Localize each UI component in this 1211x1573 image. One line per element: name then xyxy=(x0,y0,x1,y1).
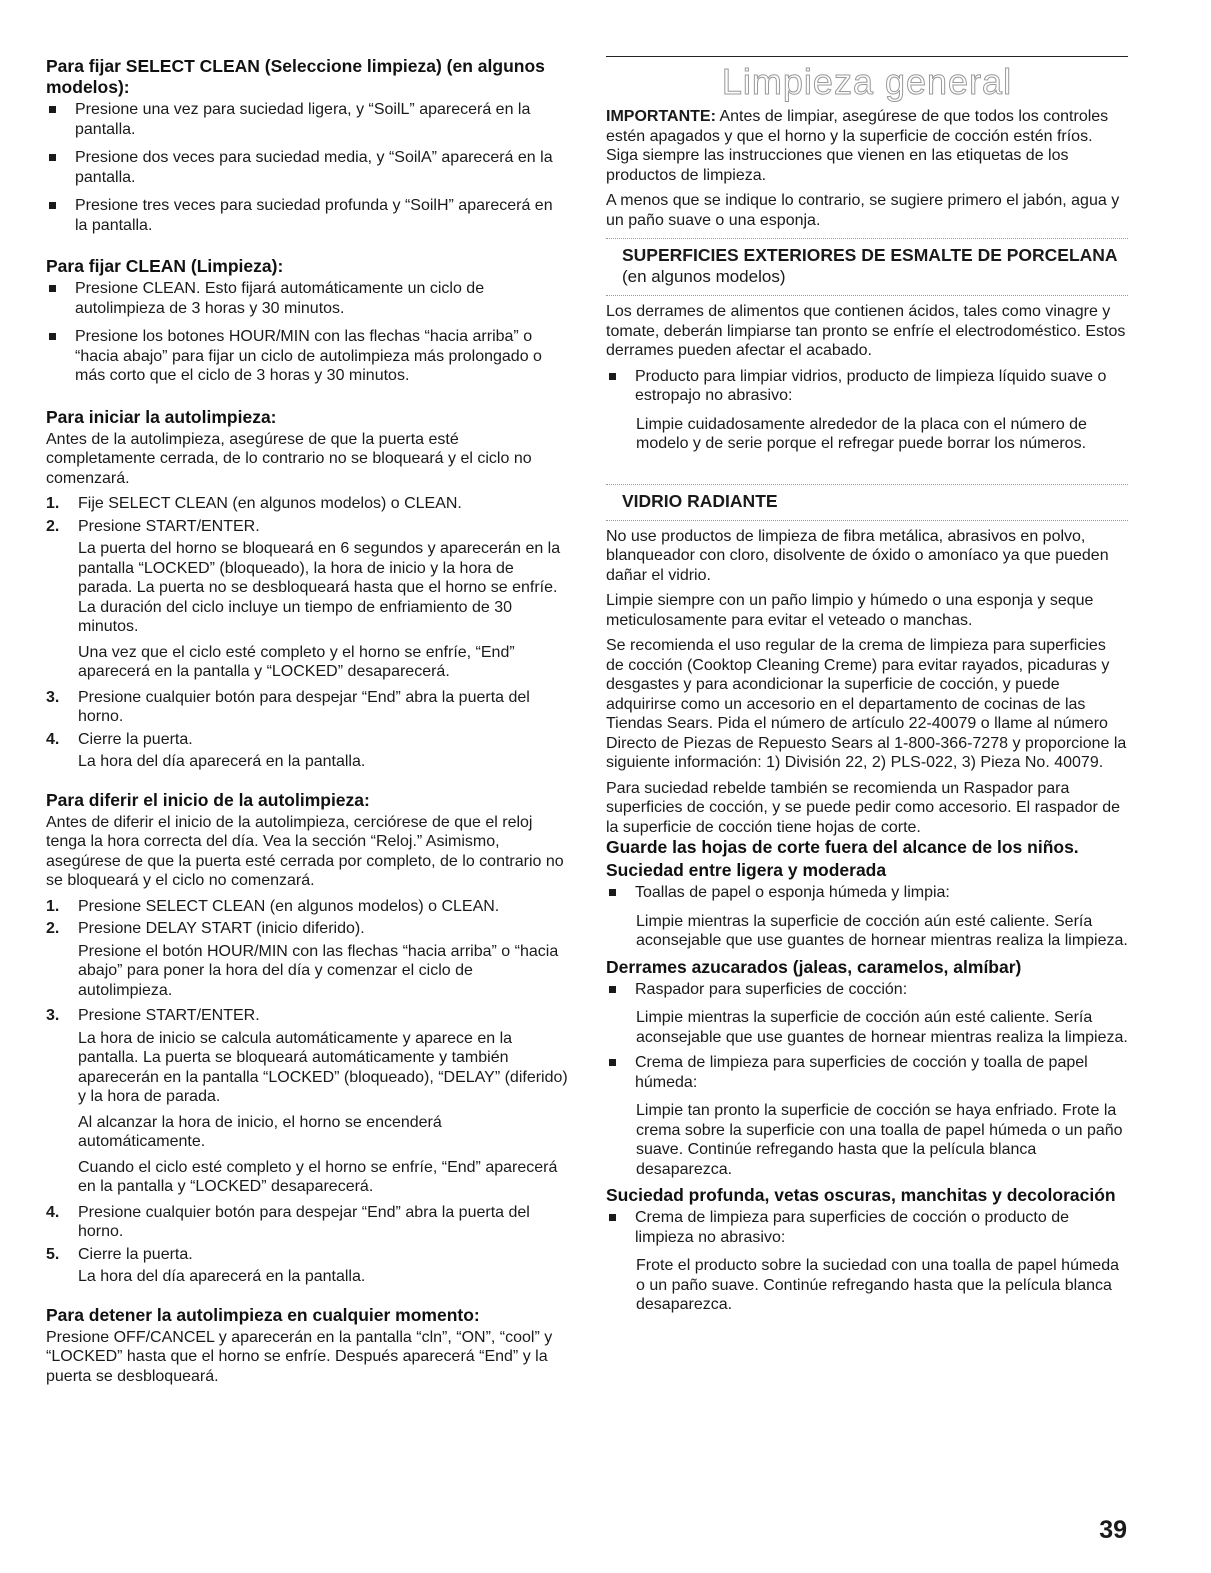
bullet-item: Presione los botones HOUR/MIN con las flechas “hacia arriba” o “hacia abajo” para fijar un ciclo de autolimpieza más prolongado o más corto que el ciclo de 3 horas y 30 minutos. xyxy=(46,327,568,386)
bullet-icon xyxy=(609,986,616,993)
paragraph: A menos que se indique lo contrario, se sugiere primero el jabón, agua y un paño suave o una esponja. xyxy=(606,192,1120,229)
paragraph: Cuando el ciclo esté completo y el horno se enfríe, “End” aparecerá en la pantalla y “LOCKED” desaparecerá. xyxy=(78,1158,558,1195)
heading-start-self-clean: Para iniciar la autolimpieza: xyxy=(46,406,277,427)
bullet-icon xyxy=(49,285,56,292)
divider xyxy=(606,56,1128,57)
section-title-porcelain: SUPERFICIES EXTERIORES DE ESMALTE DE PORCELANA xyxy=(622,245,1118,265)
subheading-sugary-spills: Derrames azucarados (jaleas, caramelos, almíbar) xyxy=(606,956,1022,977)
page-title: Limpieza general xyxy=(721,61,1013,102)
paragraph: Antes de diferir el inicio de la autolimpieza, cerciórese de que el reloj tenga la hora correcta del día. Vea la sección “Reloj.” Asimismo, asegúrese de que la puerta esté cerrada por completo, de lo contrario no se bloqueará y el ciclo no comenzará. xyxy=(46,813,564,889)
bullet-item: Crema de limpieza para superficies de cocción o producto de limpieza no abrasivo: xyxy=(606,1208,1128,1247)
bullet-item: Presione una vez para suciedad ligera, y “SoilL” aparecerá en la pantalla. xyxy=(46,100,568,139)
bullet-icon xyxy=(609,373,616,380)
subheading-heavy-soil: Suciedad profunda, vetas oscuras, manchitas y decoloración xyxy=(606,1185,1116,1205)
paragraph: Frote el producto sobre la suciedad con una toalla de papel húmeda o un paño suave. Continúe refregando hasta que la película blanca desaparezca. xyxy=(636,1257,1119,1313)
right-column xyxy=(606,56,1128,1321)
bullet-item: Presione dos veces para suciedad media, y “SoilA” aparecerá en la pantalla. xyxy=(46,148,568,187)
paragraph: La puerta del horno se bloqueará en 6 segundos y aparecerán en la pantalla “LOCKED” (bloqueado), la hora de inicio y la hora de parada. La puerta no se desbloqueará hasta que el horno se enfríe. La duración del ciclo incluye un tiempo de enfriamiento de 30 minutos. xyxy=(78,540,561,635)
bullet-icon xyxy=(49,106,56,113)
divider xyxy=(606,238,1128,239)
bullet-icon xyxy=(49,333,56,340)
numbered-step: 2. Presione DELAY START (inicio diferido). xyxy=(46,920,365,937)
paragraph: Limpie mientras la superficie de cocción aún esté caliente. Sería aconsejable que use guantes de hornear mientras realiza la limpieza. xyxy=(636,912,1128,949)
divider xyxy=(606,520,1128,521)
bullet-item: Producto para limpiar vidrios, producto de limpieza líquido suave o estropajo no abrasivo: xyxy=(606,367,1128,406)
bullet-item: Toallas de papel o esponja húmeda y limpia: xyxy=(606,883,1128,903)
numbered-step: 4. Presione cualquier botón para despejar “End” abra la puerta del horno. xyxy=(46,1203,530,1240)
paragraph: Presione OFF/CANCEL y aparecerán en la pantalla “cln”, “ON”, “cool” y “LOCKED” hasta que el horno se enfríe. Después aparecerá “End” y la puerta se desbloqueará. xyxy=(46,1328,553,1385)
paragraph: Limpie mientras la superficie de cocción aún esté caliente. Sería aconsejable que use guantes de hornear mientras realiza la limpieza. xyxy=(636,1009,1128,1046)
section-note: (en algunos modelos) xyxy=(622,267,786,286)
bullet-icon xyxy=(49,154,56,161)
numbered-step: 3. Presione START/ENTER. xyxy=(46,1007,260,1024)
bullet-icon xyxy=(609,1214,616,1221)
numbered-step: 5. Cierre la puerta. xyxy=(46,1245,193,1263)
numbered-step: 1. Presione SELECT CLEAN (en algunos modelos) o CLEAN. xyxy=(46,897,500,915)
page-number: 39 xyxy=(1099,1516,1127,1544)
divider xyxy=(606,484,1128,485)
paragraph: La hora de inicio se calcula automáticamente y aparece en la pantalla. La puerta se bloqueará automáticamente y también aparecerán en la pantalla “LOCKED” (bloqueado), “DELAY” (diferido) y la hora de parada. xyxy=(78,1029,568,1105)
bullet-item: Presione tres veces para suciedad profunda y “SoilH” aparecerá en la pantalla. xyxy=(46,196,568,235)
bullet-item: Crema de limpieza para superficies de cocción y toalla de papel húmeda: xyxy=(606,1053,1128,1092)
numbered-step: 1. Fije SELECT CLEAN (en algunos modelos) o CLEAN. xyxy=(46,495,462,512)
divider xyxy=(606,295,1128,296)
heading-stop-self-clean: Para detener la autolimpieza en cualquier momento: xyxy=(46,1304,480,1325)
heading-clean: Para fijar CLEAN (Limpieza): xyxy=(46,256,284,276)
section-title-radiant-glass: VIDRIO RADIANTE xyxy=(622,490,778,511)
paragraph: Para suciedad rebelde también se recomienda un Raspador para superficies de cocción, y se puede pedir como accesorio. El raspador de la superficie de cocción tiene hojas de corte. xyxy=(606,779,1121,836)
numbered-step: 3. Presione cualquier botón para despejar “End” abra la puerta del horno. xyxy=(46,688,530,725)
heading-delay-start: Para diferir el inicio de la autolimpieza: xyxy=(46,789,370,810)
paragraph: Los derrames de alimentos que contienen ácidos, tales como vinagre y tomate, deberán limpiarse tan pronto se enfríe el electrodoméstico. Estos derrames pueden afectar el acabado. xyxy=(606,303,1126,359)
paragraph: Una vez que el ciclo esté completo y el horno se enfríe, “End” aparecerá en la pantalla y “LOCKED” desaparecerá. xyxy=(78,643,515,680)
subheading-light-soil: Suciedad entre ligera y moderada xyxy=(606,860,887,880)
paragraph: Al alcanzar la hora de inicio, el horno se encenderá automáticamente. xyxy=(78,1113,442,1150)
paragraph: Limpie siempre con un paño limpio y húmedo o una esponja y seque meticulosamente para evitar el veteado o manchas. xyxy=(606,592,1094,629)
warning-text: Guarde las hojas de corte fuera del alcance de los niños. xyxy=(606,837,1079,857)
numbered-step: 4. Cierre la puerta. xyxy=(46,730,193,748)
important-note: IMPORTANTE: Antes de limpiar, asegúrese de que todos los controles estén apagados y que el horno y la superficie de cocción estén fríos. Siga siempre las instrucciones que vienen en las etiquetas de los productos de limpieza. xyxy=(606,108,1109,184)
left-column xyxy=(46,56,568,1392)
paragraph: La hora del día aparecerá en la pantalla. xyxy=(78,753,366,770)
paragraph: Se recomienda el uso regular de la crema de limpieza para superficies de cocción (Cooktop Cleaning Creme) para evitar rayados, picaduras y desgastes y para acondicionar la superficie de cocción, y puede adquirirse como un accesorio en el departamento de cocinas de las Tiendas Sears. Pida el número de artículo 22-40079 o llame al número Directo de Piezas de Repuesto Sears al 1-800-366-7278 y proporcione la siguiente información: 1) División 22, 2) PLS-022, 3) Pieza No. 40079. xyxy=(606,637,1127,771)
bullet-item: Presione CLEAN. Esto fijará automáticamente un ciclo de autolimpieza de 3 horas y 30 minutos. xyxy=(46,279,568,318)
heading-select-clean: Para fijar SELECT CLEAN (Seleccione limpieza) (en algunos modelos): xyxy=(46,56,545,97)
paragraph: Limpie cuidadosamente alrededor de la placa con el número de modelo y de serie porque el refregar puede borrar los números. xyxy=(636,415,1087,452)
numbered-step: 2. Presione START/ENTER. xyxy=(46,517,260,535)
paragraph: No use productos de limpieza de fibra metálica, abrasivos en polvo, blanqueador con cloro, disolvente de óxido o amoníaco ya que pueden dañar el vidrio. xyxy=(606,527,1109,584)
paragraph: Antes de la autolimpieza, asegúrese de que la puerta esté completamente cerrada, de lo contrario no se bloqueará y el ciclo no comenzará. xyxy=(46,430,532,487)
bullet-icon xyxy=(609,889,616,896)
bullet-icon xyxy=(609,1059,616,1066)
paragraph: La hora del día aparecerá en la pantalla. xyxy=(78,1268,366,1285)
paragraph: Presione el botón HOUR/MIN con las flechas “hacia arriba” o “hacia abajo” para poner la hora del día y comenzar el ciclo de autolimpieza. xyxy=(78,942,559,999)
paragraph: Limpie tan pronto la superficie de cocción se haya enfriado. Frote la crema sobre la superficie con una toalla de papel húmeda o un paño suave. Continúe refregando hasta que la película blanca desaparezca. xyxy=(636,1102,1123,1178)
important-label: IMPORTANTE: xyxy=(606,108,716,125)
bullet-item: Raspador para superficies de cocción: xyxy=(606,980,1128,1000)
bullet-icon xyxy=(49,202,56,209)
